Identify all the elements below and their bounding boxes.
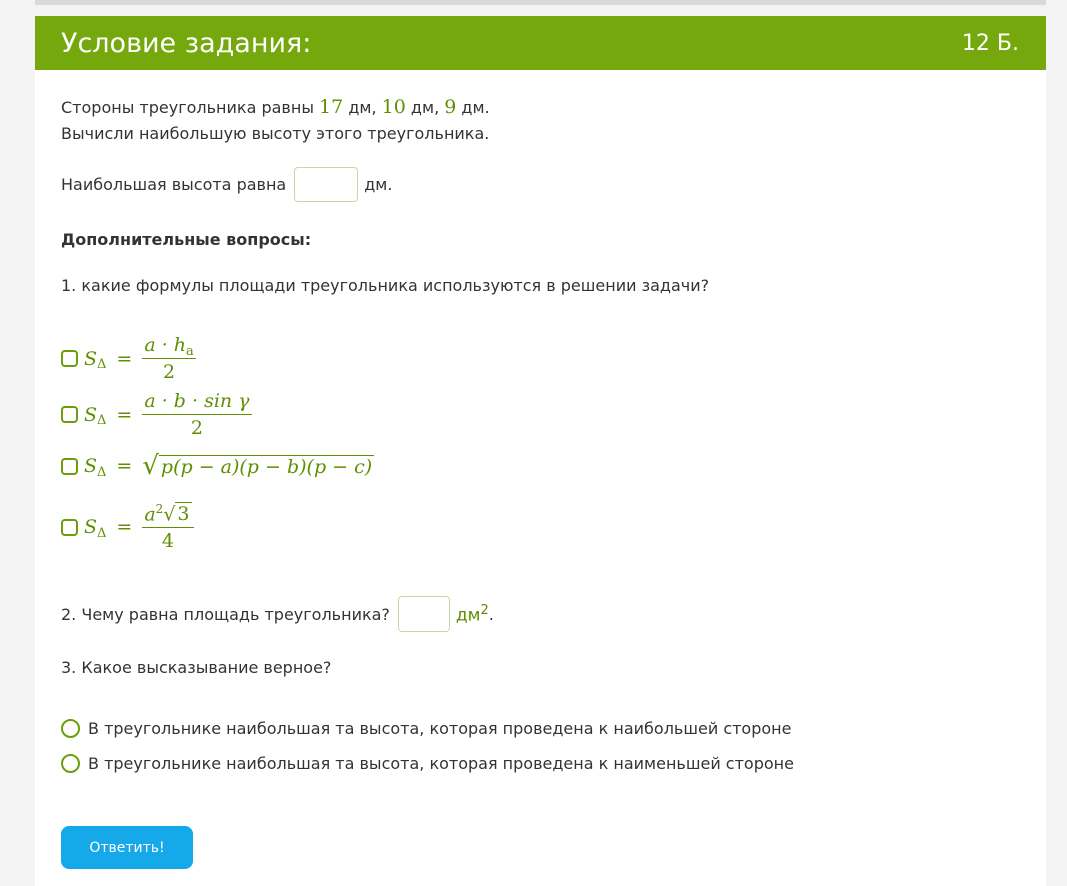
answer-row (61, 167, 392, 202)
unit-2: дм (410, 98, 435, 117)
formula-denominator: 2 (163, 361, 176, 383)
area-unit-power: 2 (480, 602, 489, 618)
formula-numerator: a · b · sin γ (142, 390, 251, 415)
formula-lhs-sub: Δ (97, 525, 107, 541)
formula-2: S Δ = $\frac{\text{a · b · sin γ}}{2}$ (84, 390, 250, 439)
unit-1: дм (348, 98, 372, 117)
formula-lhs: S (84, 516, 98, 539)
top-strip (35, 0, 1046, 5)
formula-option-3[interactable] (61, 453, 374, 479)
task-line-1: Стороны треугольника равны 17 дм, 10 дм, 9 дм. (61, 96, 490, 118)
height-answer-input[interactable] (294, 167, 358, 202)
q3-option-2[interactable] (61, 754, 794, 773)
formula-denominator: 4 (161, 530, 174, 553)
formula-option-4[interactable] (61, 502, 194, 552)
extra-heading: Дополнительные вопросы: (61, 230, 312, 249)
task-line-2: Вычисли наибольшую высоту этого треугольника. (61, 124, 490, 143)
checkbox[interactable] (61, 519, 78, 536)
formula-numerator-base: a (144, 503, 156, 526)
question-3: 3. Какое высказывание верное? (61, 658, 332, 677)
formula-radicand: p(p − a)(p − b)(p − c) (160, 455, 373, 478)
submit-button[interactable]: Ответить! (61, 826, 193, 869)
answer-unit: дм. (364, 175, 393, 194)
formula-lhs-sub: Δ (97, 464, 107, 480)
formula-lhs: S (84, 347, 98, 370)
formula-numerator-sub: a (186, 344, 194, 359)
task-points: 12 Б. (961, 30, 1019, 56)
radio-button[interactable] (61, 754, 80, 773)
formula-denominator: 2 (190, 417, 203, 439)
checkbox[interactable] (61, 406, 78, 423)
formula-lhs: S (84, 455, 98, 477)
formula-option-2[interactable] (61, 390, 252, 439)
formula-numerator: a · h (144, 334, 187, 356)
task-title: Условие задания: (61, 27, 312, 59)
checkbox[interactable] (61, 458, 78, 475)
formula-numerator-power: 2 (155, 502, 164, 516)
side-3: 9 (444, 96, 457, 118)
question-2: 2. Чему равна площадь треугольника? (61, 604, 390, 624)
area-unit (456, 603, 489, 626)
checkbox[interactable] (61, 350, 78, 367)
formula-1: S Δ = $\frac{a \cdot h_a}{2}$ (84, 334, 194, 383)
radio-button[interactable] (61, 719, 80, 738)
sqrt-icon: √ (163, 503, 176, 526)
task-line-1-prefix: Стороны треугольника равны (61, 98, 314, 117)
task-card (35, 16, 1046, 886)
question-2-row: 2. Чему равна площадь треугольника? $дм^2$ . (61, 596, 494, 632)
formula-option-1[interactable] (61, 334, 196, 383)
task-header (35, 16, 1046, 70)
formula-4: S Δ = $\frac{a^2√ 3}{4}$ (84, 502, 194, 552)
sqrt-icon: √ (142, 451, 159, 481)
formula-3: S Δ = √ p(p − a)(p − b)(p − c) (84, 451, 373, 481)
side-1: 17 (319, 96, 344, 118)
unit-3: дм (461, 98, 485, 117)
formula-lhs-sub: Δ (97, 413, 107, 428)
q3-option-label: В треугольнике наибольшая та высота, которая проведена к наибольшей стороне (88, 719, 792, 738)
q3-option-1[interactable] (61, 719, 791, 738)
formula-numerator-root: 3 (177, 503, 190, 526)
question-1: 1. какие формулы площади треугольника используются в решении задачи? (61, 276, 710, 295)
formula-lhs-sub: Δ (97, 357, 107, 372)
q3-option-label: В треугольнике наибольшая та высота, которая проведена к наименьшей стороне (88, 754, 794, 773)
answer-label: Наибольшая высота равна (61, 175, 287, 194)
side-2: 10 (381, 96, 406, 118)
area-unit-text: дм (455, 605, 481, 626)
area-answer-input[interactable] (398, 596, 450, 632)
formula-lhs: S (84, 403, 98, 426)
